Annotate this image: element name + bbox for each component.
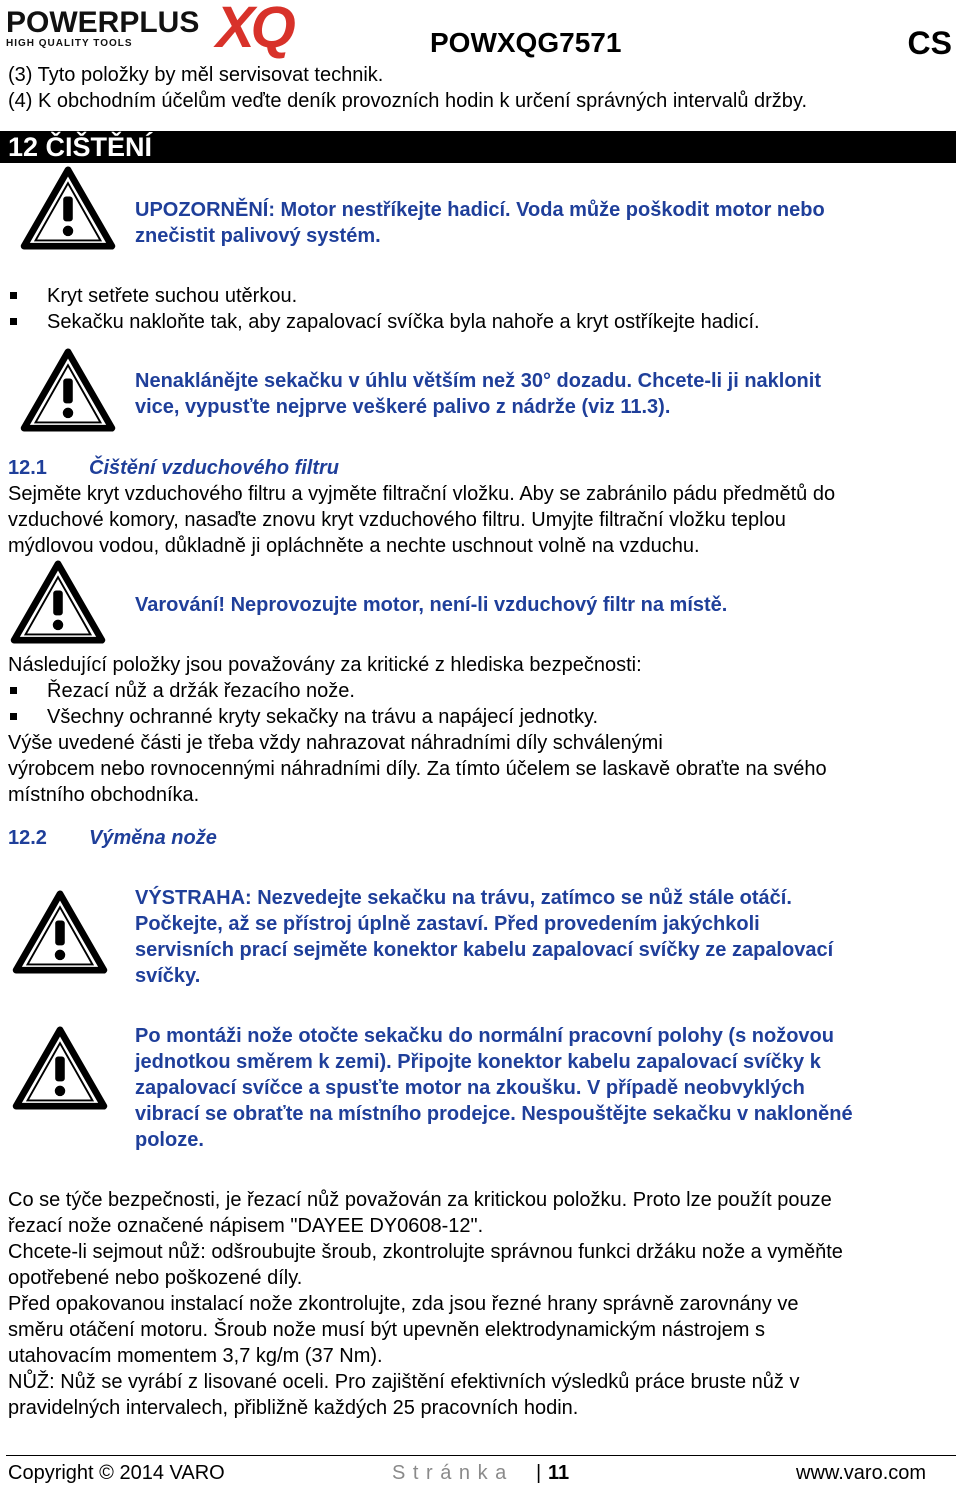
warning-text-line: zapalovací svíčce a spusťte motor na zkoušku. V případě neobvyklých	[135, 1077, 805, 1099]
intro-line-4: (4) K obchodním účelům veďte deník provozních hodin k určení správných intervalů držby.	[8, 90, 807, 112]
intro-line-3: (3) Tyto položky by měl servisovat technik.	[8, 64, 384, 86]
model-number: POWXQG7571	[430, 27, 622, 58]
paragraph-line: Následující položky jsou považovány za kritické z hlediska bezpečnosti:	[8, 654, 642, 676]
subsection-number: 12.2	[8, 827, 47, 849]
list-item: Kryt setřete suchou utěrkou.	[47, 285, 298, 307]
footer-page-word: S t r á n k a	[392, 1462, 508, 1484]
footer-page-number: 11	[548, 1462, 570, 1484]
paragraph-line: Sejměte kryt vzduchového filtru a vyjměte filtrační vložku. Aby se zabránilo pádu předmětů do	[8, 483, 836, 505]
warning-text-line: vice, vypusťte nejprve veškeré palivo z nádrže (viz 11.3).	[135, 396, 671, 418]
warning-text-line: svíčky.	[135, 965, 201, 987]
subsection-title: Čištění vzduchového filtru	[89, 457, 340, 479]
paragraph-line: NŮŽ: Nůž se vyrábí z lisované oceli. Pro zajištění efektivních výsledků práce bruste nůž v	[8, 1371, 800, 1393]
warning-triangle-icon	[12, 1026, 108, 1110]
paragraph-line: vzduchové komory, nasaďte znovu kryt vzduchového filtru. Umyjte filtrační vložku teplou	[8, 509, 786, 531]
paragraph-line: Před opakovanou instalací nože zkontrolujte, zda jsou řezné hrany správně zarovnány ve	[8, 1293, 799, 1315]
footer-divider	[6, 1455, 956, 1456]
subsection-number: 12.1	[8, 457, 47, 479]
warning-triangle-icon	[12, 890, 108, 974]
warning-text-line: znečistit palivový systém.	[135, 225, 381, 247]
list-item: Všechny ochranné kryty sekačky na trávu a napájecí jednotky.	[47, 706, 599, 728]
brand-series-logo: XQ	[216, 0, 292, 60]
bullet-marker	[10, 292, 17, 299]
paragraph-line: opotřebené nebo poškozené díly.	[8, 1267, 303, 1289]
footer-copyright: Copyright © 2014 VARO	[8, 1462, 225, 1484]
paragraph-line: pravidelných intervalech, přibližně každých 25 pracovních hodin.	[8, 1397, 579, 1419]
paragraph-line: směru otáčení motoru. Šroub nože musí být upevněn elektrodynamickým nástrojem s	[8, 1319, 766, 1341]
warning-text-line: Varování! Neprovozujte motor, není-li vzduchový filtr na místě.	[135, 594, 728, 616]
list-item: Sekačku nakloňte tak, aby zapalovací svíčka byla nahoře a kryt ostříkejte hadicí.	[47, 311, 760, 333]
list-item: Řezací nůž a držák řezacího nože.	[47, 680, 355, 702]
footer-page-separator: |	[536, 1462, 542, 1484]
warning-text-line: jednotkou směrem k zemi). Připojte konektor kabelu zapalovací svíčky k	[135, 1051, 821, 1073]
bullet-marker	[10, 713, 17, 720]
brand-tagline: HIGH QUALITY TOOLS	[6, 38, 133, 49]
warning-triangle-icon	[20, 348, 116, 432]
bullet-marker	[10, 687, 17, 694]
warning-text-line: Počkejte, až se přístroj úplně zastaví. Před provedením jakýchkoli	[135, 913, 760, 935]
warning-text-line: UPOZORNĚNÍ: Motor nestříkejte hadicí. Voda může poškodit motor nebo	[135, 199, 825, 221]
paragraph-line: řezací nože označené nápisem "DAYEE DY0608-12".	[8, 1215, 484, 1237]
paragraph-line: mýdlovou vodou, důkladně ji opláchněte a nechte uschnout volně na vzduchu.	[8, 535, 700, 557]
paragraph-line: místního obchodníka.	[8, 784, 200, 806]
paragraph-line: Co se týče bezpečnosti, je řezací nůž považován za kritickou položku. Proto lze použít pouze	[8, 1189, 832, 1211]
brand-logo: POWERPLUS	[6, 6, 200, 39]
warning-triangle-icon	[10, 560, 106, 644]
language-code: CS	[907, 25, 952, 61]
warning-text-line: vibrací se obraťte na místního prodejce. Nespouštějte sekačku v nakloněné	[135, 1103, 853, 1125]
warning-text-line: servisních prací sejměte konektor kabelu zapalovací svíčky ze zapalovací	[135, 939, 834, 961]
paragraph-line: Výše uvedené části je třeba vždy nahrazovat náhradními díly schválenými	[8, 732, 663, 754]
warning-text-line: poloze.	[135, 1129, 204, 1151]
subsection-title: Výměna nože	[89, 827, 217, 849]
footer-url[interactable]: www.varo.com	[796, 1462, 927, 1484]
warning-text-line: Po montáži nože otočte sekačku do normální pracovní polohy (s nožovou	[135, 1025, 834, 1047]
warning-text-line: VÝSTRAHA: Nezvedejte sekačku na trávu, zatímco se nůž stále otáčí.	[135, 887, 792, 909]
section-title-cleaning: 12 ČIŠTĚNÍ	[8, 132, 153, 162]
paragraph-line: utahovacím momentem 3,7 kg/m (37 Nm).	[8, 1345, 383, 1367]
warning-triangle-icon	[20, 166, 116, 250]
warning-text-line: Nenaklánějte sekačku v úhlu větším než 30° dozadu. Chcete-li ji naklonit	[135, 370, 821, 392]
paragraph-line: Chcete-li sejmout nůž: odšroubujte šroub, zkontrolujte správnou funkci držáku nože a vyměňte	[8, 1241, 843, 1263]
bullet-marker	[10, 318, 17, 325]
paragraph-line: výrobcem nebo rovnocennými náhradními díly. Za tímto účelem se laskavě obraťte na svého	[8, 758, 827, 780]
